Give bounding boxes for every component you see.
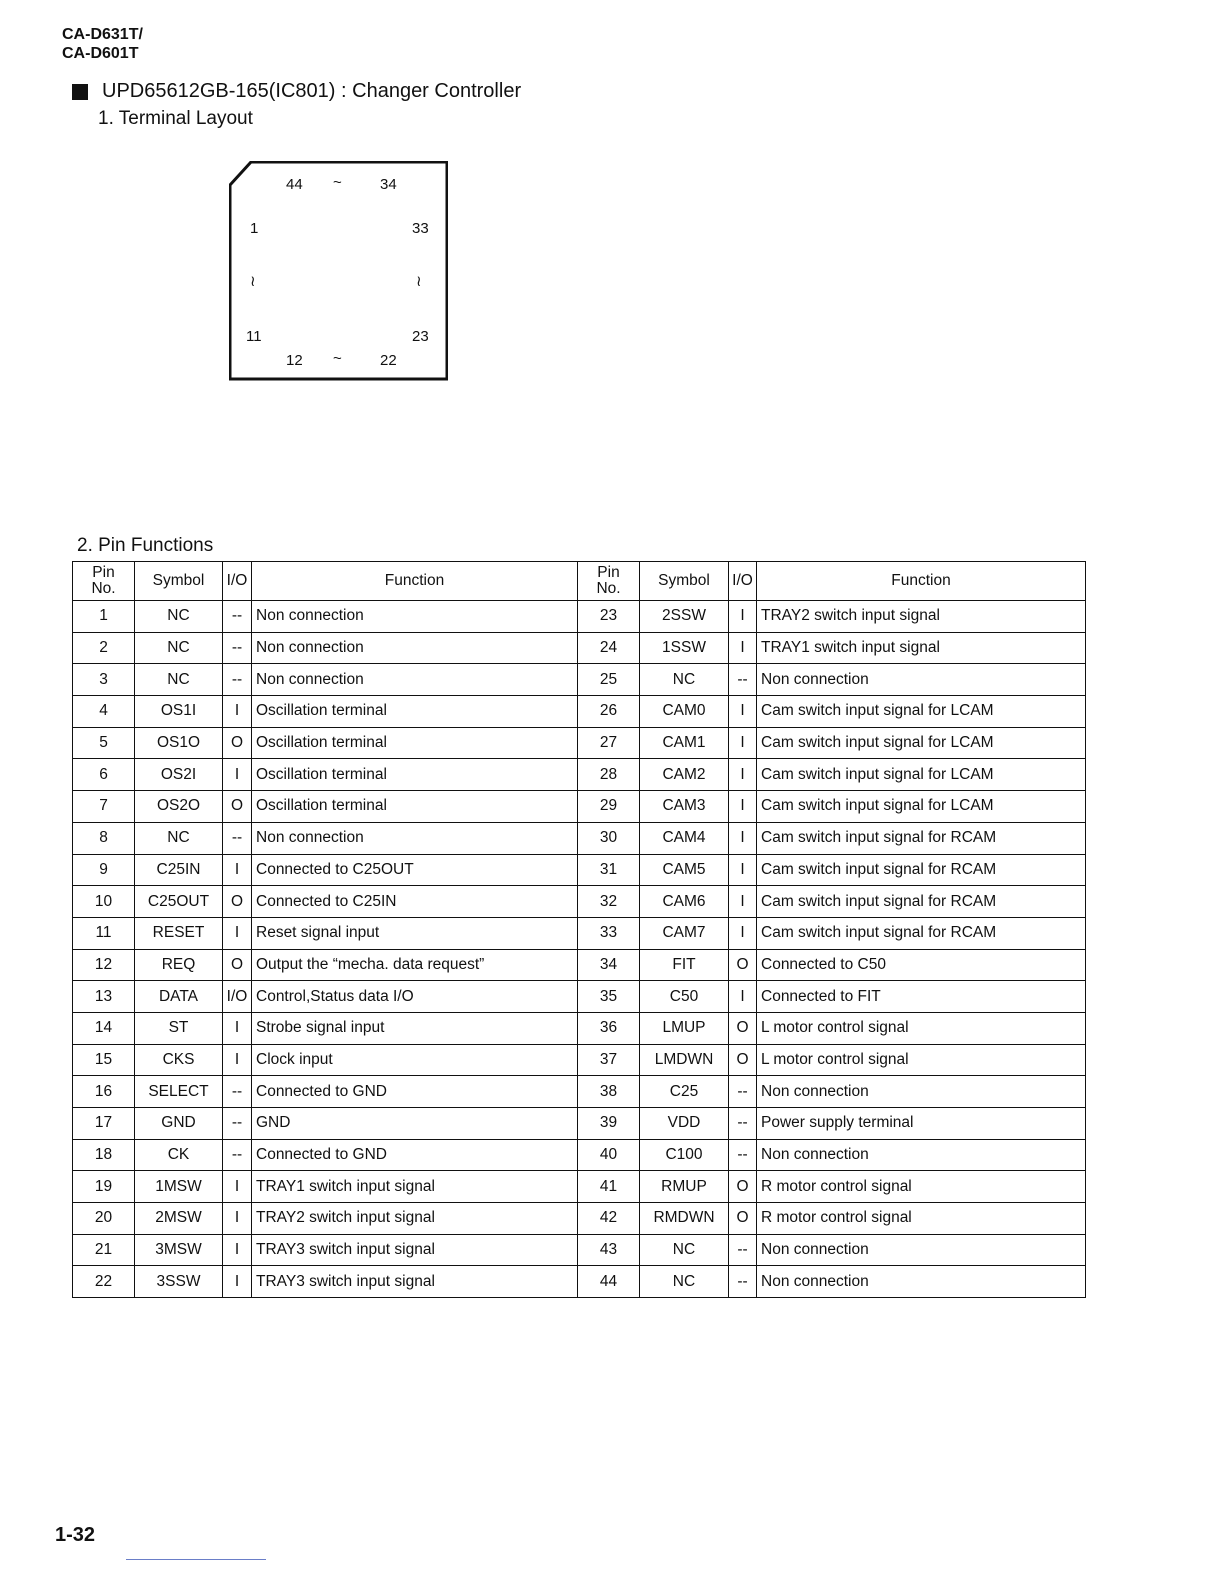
- symbol-cell: CAM3: [640, 791, 729, 823]
- table-row: [73, 601, 1086, 633]
- io-cell: I: [223, 1012, 252, 1044]
- pin-no-cell: 1: [73, 601, 135, 633]
- symbol-cell: C25: [640, 1076, 729, 1108]
- io-cell: I: [729, 632, 757, 664]
- symbol-cell: OS2O: [135, 791, 223, 823]
- symbol-cell: 1MSW: [135, 1171, 223, 1203]
- pin-no-cell: 16: [73, 1076, 135, 1108]
- io-cell: O: [223, 886, 252, 918]
- pin-no-cell: 31: [578, 854, 640, 886]
- pin-no-cell: 29: [578, 791, 640, 823]
- io-cell: I: [223, 1266, 252, 1298]
- io-cell: I: [729, 822, 757, 854]
- symbol-cell: NC: [135, 664, 223, 696]
- symbol-cell: LMUP: [640, 1012, 729, 1044]
- symbol-cell: SELECT: [135, 1076, 223, 1108]
- function-cell: TRAY3 switch input signal: [252, 1266, 578, 1298]
- function-cell: Cam switch input signal for LCAM: [757, 696, 1086, 728]
- pin-no-cell: 8: [73, 822, 135, 854]
- pin-no-cell: 9: [73, 854, 135, 886]
- header-pin-no: Pin No.: [73, 562, 135, 601]
- io-cell: --: [223, 664, 252, 696]
- pin-label-right-top: 33: [412, 220, 429, 237]
- section-title: UPD65612GB-165(IC801) : Changer Controller: [102, 80, 522, 102]
- pin-no-cell: 33: [578, 917, 640, 949]
- io-cell: I: [223, 1234, 252, 1266]
- header-io: I/O: [223, 562, 252, 601]
- io-cell: --: [729, 664, 757, 696]
- pin-no-cell: 43: [578, 1234, 640, 1266]
- function-cell: R motor control signal: [757, 1203, 1086, 1235]
- ic-outline: [229, 161, 448, 381]
- pin-no-cell: 2: [73, 632, 135, 664]
- symbol-cell: 2SSW: [640, 601, 729, 633]
- function-cell: Cam switch input signal for LCAM: [757, 727, 1086, 759]
- function-cell: Connected to C50: [757, 949, 1086, 981]
- symbol-cell: RESET: [135, 917, 223, 949]
- pin-label-top-left: 44: [286, 176, 303, 193]
- io-cell: I: [223, 696, 252, 728]
- table-row: [73, 696, 1086, 728]
- symbol-cell: C25IN: [135, 854, 223, 886]
- io-cell: I: [729, 854, 757, 886]
- pin-no-cell: 19: [73, 1171, 135, 1203]
- io-cell: I: [729, 886, 757, 918]
- function-cell: Cam switch input signal for RCAM: [757, 917, 1086, 949]
- io-cell: I: [223, 1203, 252, 1235]
- function-cell: Non connection: [252, 601, 578, 633]
- io-cell: --: [729, 1076, 757, 1108]
- function-cell: Clock input: [252, 1044, 578, 1076]
- function-cell: Strobe signal input: [252, 1012, 578, 1044]
- symbol-cell: VDD: [640, 1108, 729, 1140]
- io-cell: I: [223, 1171, 252, 1203]
- function-cell: Non connection: [252, 822, 578, 854]
- pin-no-cell: 40: [578, 1139, 640, 1171]
- symbol-cell: 2MSW: [135, 1203, 223, 1235]
- function-cell: Non connection: [252, 632, 578, 664]
- function-cell: Connected to GND: [252, 1139, 578, 1171]
- pin-label-bottom-right: 22: [380, 352, 397, 369]
- header-symbol: Symbol: [135, 562, 223, 601]
- symbol-cell: NC: [135, 822, 223, 854]
- io-cell: I: [729, 791, 757, 823]
- io-cell: --: [729, 1139, 757, 1171]
- function-cell: Cam switch input signal for RCAM: [757, 854, 1086, 886]
- io-cell: O: [729, 1044, 757, 1076]
- symbol-cell: CAM4: [640, 822, 729, 854]
- symbol-cell: NC: [640, 1234, 729, 1266]
- pin-no-cell: 26: [578, 696, 640, 728]
- header-symbol: Symbol: [640, 562, 729, 601]
- table-row: [73, 949, 1086, 981]
- function-cell: TRAY3 switch input signal: [252, 1234, 578, 1266]
- table-row: [73, 1044, 1086, 1076]
- symbol-cell: DATA: [135, 981, 223, 1013]
- subsection-terminal-layout: 1. Terminal Layout: [98, 108, 253, 129]
- symbol-cell: CAM1: [640, 727, 729, 759]
- table-row: [73, 917, 1086, 949]
- pin-no-cell: 10: [73, 886, 135, 918]
- io-cell: O: [223, 727, 252, 759]
- symbol-cell: OS2I: [135, 759, 223, 791]
- table-row: [73, 981, 1086, 1013]
- pin-no-cell: 6: [73, 759, 135, 791]
- symbol-cell: FIT: [640, 949, 729, 981]
- table-row: [73, 1234, 1086, 1266]
- pin-label-left-bottom: 11: [246, 328, 262, 345]
- table-row: [73, 791, 1086, 823]
- subsection-pin-functions: 2. Pin Functions: [77, 535, 214, 556]
- pin-no-cell: 41: [578, 1171, 640, 1203]
- function-cell: Power supply terminal: [757, 1108, 1086, 1140]
- function-cell: L motor control signal: [757, 1044, 1086, 1076]
- function-cell: Cam switch input signal for RCAM: [757, 886, 1086, 918]
- pin-no-cell: 21: [73, 1234, 135, 1266]
- io-cell: O: [223, 791, 252, 823]
- symbol-cell: OS1O: [135, 727, 223, 759]
- io-cell: O: [223, 949, 252, 981]
- io-cell: I: [223, 917, 252, 949]
- function-cell: GND: [252, 1108, 578, 1140]
- pin-label-top-tilde: ~: [333, 174, 342, 191]
- symbol-cell: CAM0: [640, 696, 729, 728]
- function-cell: Connected to C25OUT: [252, 854, 578, 886]
- function-cell: Non connection: [757, 1076, 1086, 1108]
- io-cell: --: [223, 1108, 252, 1140]
- io-cell: O: [729, 1203, 757, 1235]
- symbol-cell: LMDWN: [640, 1044, 729, 1076]
- io-cell: --: [223, 822, 252, 854]
- symbol-cell: CK: [135, 1139, 223, 1171]
- pin-no-cell: 32: [578, 886, 640, 918]
- pin-label-right-bottom: 23: [412, 328, 429, 345]
- io-cell: I: [223, 759, 252, 791]
- symbol-cell: CAM6: [640, 886, 729, 918]
- function-cell: Cam switch input signal for LCAM: [757, 791, 1086, 823]
- io-cell: I: [223, 1044, 252, 1076]
- io-cell: O: [729, 1171, 757, 1203]
- pin-label-bottom-left: 12: [286, 352, 303, 369]
- pin-no-cell: 39: [578, 1108, 640, 1140]
- pin-no-cell: 42: [578, 1203, 640, 1235]
- symbol-cell: CAM7: [640, 917, 729, 949]
- pin-no-cell: 27: [578, 727, 640, 759]
- header-function: Function: [757, 562, 1086, 601]
- pin-no-cell: 4: [73, 696, 135, 728]
- function-cell: TRAY1 switch input signal: [757, 632, 1086, 664]
- symbol-cell: RMDWN: [640, 1203, 729, 1235]
- pin-label-left-mid: ≀: [250, 273, 256, 290]
- symbol-cell: RMUP: [640, 1171, 729, 1203]
- function-cell: Connected to C25IN: [252, 886, 578, 918]
- io-cell: O: [729, 949, 757, 981]
- symbol-cell: CAM2: [640, 759, 729, 791]
- symbol-cell: GND: [135, 1108, 223, 1140]
- table-row: [73, 1266, 1086, 1298]
- pin-label-left-top: 1: [250, 220, 259, 237]
- pin-no-cell: 23: [578, 601, 640, 633]
- header-function: Function: [252, 562, 578, 601]
- function-cell: Non connection: [757, 1234, 1086, 1266]
- pin-no-cell: 5: [73, 727, 135, 759]
- function-cell: Control,Status data I/O: [252, 981, 578, 1013]
- function-cell: Oscillation terminal: [252, 696, 578, 728]
- symbol-cell: 3MSW: [135, 1234, 223, 1266]
- header-pin-no: Pin No.: [578, 562, 640, 601]
- pin-no-cell: 13: [73, 981, 135, 1013]
- ic-terminal-layout-diagram: [229, 161, 448, 381]
- symbol-cell: REQ: [135, 949, 223, 981]
- symbol-cell: 3SSW: [135, 1266, 223, 1298]
- table-row: [73, 1171, 1086, 1203]
- symbol-cell: C100: [640, 1139, 729, 1171]
- pin-no-cell: 18: [73, 1139, 135, 1171]
- table-row: [73, 759, 1086, 791]
- function-cell: L motor control signal: [757, 1012, 1086, 1044]
- function-cell: Non connection: [757, 1266, 1086, 1298]
- function-cell: Oscillation terminal: [252, 791, 578, 823]
- pin-no-cell: 36: [578, 1012, 640, 1044]
- symbol-cell: NC: [640, 664, 729, 696]
- function-cell: R motor control signal: [757, 1171, 1086, 1203]
- function-cell: Cam switch input signal for RCAM: [757, 822, 1086, 854]
- pin-no-cell: 20: [73, 1203, 135, 1235]
- symbol-cell: NC: [640, 1266, 729, 1298]
- table-row: [73, 664, 1086, 696]
- io-cell: I: [729, 601, 757, 633]
- io-cell: I: [729, 917, 757, 949]
- pin-label-top-right: 34: [380, 176, 397, 193]
- function-cell: Oscillation terminal: [252, 727, 578, 759]
- table-row: [73, 886, 1086, 918]
- function-cell: TRAY2 switch input signal: [252, 1203, 578, 1235]
- io-cell: --: [729, 1108, 757, 1140]
- function-cell: Oscillation terminal: [252, 759, 578, 791]
- pin-no-cell: 24: [578, 632, 640, 664]
- function-cell: TRAY1 switch input signal: [252, 1171, 578, 1203]
- pin-no-cell: 17: [73, 1108, 135, 1140]
- pin-no-cell: 34: [578, 949, 640, 981]
- pin-no-cell: 15: [73, 1044, 135, 1076]
- header-io: I/O: [729, 562, 757, 601]
- model-number-line2: CA-D601T: [62, 45, 139, 62]
- pin-no-cell: 37: [578, 1044, 640, 1076]
- symbol-cell: C50: [640, 981, 729, 1013]
- table-header-row: [73, 562, 1086, 601]
- table-row: [73, 1139, 1086, 1171]
- io-cell: I: [729, 759, 757, 791]
- pin-no-cell: 30: [578, 822, 640, 854]
- function-cell: Connected to GND: [252, 1076, 578, 1108]
- table-row: [73, 1203, 1086, 1235]
- function-cell: Non connection: [757, 664, 1086, 696]
- function-cell: Connected to FIT: [757, 981, 1086, 1013]
- pin-no-cell: 28: [578, 759, 640, 791]
- pin-label-bottom-tilde: ~: [333, 350, 342, 367]
- io-cell: O: [729, 1012, 757, 1044]
- io-cell: --: [223, 1139, 252, 1171]
- function-cell: Non connection: [252, 664, 578, 696]
- symbol-cell: 1SSW: [640, 632, 729, 664]
- pin-no-cell: 11: [73, 917, 135, 949]
- pin-no-cell: 38: [578, 1076, 640, 1108]
- function-cell: Output the “mecha. data request”: [252, 949, 578, 981]
- function-cell: Non connection: [757, 1139, 1086, 1171]
- pin-no-cell: 12: [73, 949, 135, 981]
- footer-rule: [126, 1559, 266, 1560]
- io-cell: I: [729, 727, 757, 759]
- pin-no-cell: 14: [73, 1012, 135, 1044]
- pin-no-cell: 25: [578, 664, 640, 696]
- symbol-cell: NC: [135, 632, 223, 664]
- pin-no-cell: 7: [73, 791, 135, 823]
- table-row: [73, 1108, 1086, 1140]
- table-row: [73, 854, 1086, 886]
- pin-no-cell: 22: [73, 1266, 135, 1298]
- io-cell: I: [223, 854, 252, 886]
- symbol-cell: CAM5: [640, 854, 729, 886]
- symbol-cell: CKS: [135, 1044, 223, 1076]
- pin-no-cell: 44: [578, 1266, 640, 1298]
- function-cell: Reset signal input: [252, 917, 578, 949]
- io-cell: I: [729, 981, 757, 1013]
- io-cell: I/O: [223, 981, 252, 1013]
- io-cell: --: [729, 1266, 757, 1298]
- symbol-cell: C25OUT: [135, 886, 223, 918]
- square-bullet-icon: [72, 84, 88, 100]
- io-cell: --: [729, 1234, 757, 1266]
- function-cell: Cam switch input signal for LCAM: [757, 759, 1086, 791]
- pin-functions-table: [72, 561, 1086, 1298]
- symbol-cell: NC: [135, 601, 223, 633]
- io-cell: --: [223, 1076, 252, 1108]
- pin-no-cell: 35: [578, 981, 640, 1013]
- page-number: 1-32: [55, 1524, 96, 1546]
- io-cell: I: [729, 696, 757, 728]
- pin-label-right-mid: ≀: [416, 273, 422, 290]
- table-row: [73, 1012, 1086, 1044]
- table-row: [73, 632, 1086, 664]
- model-number-line1: CA-D631T/: [62, 26, 143, 43]
- io-cell: --: [223, 601, 252, 633]
- section-heading: [72, 80, 521, 103]
- function-cell: TRAY2 switch input signal: [757, 601, 1086, 633]
- table-row: [73, 822, 1086, 854]
- symbol-cell: ST: [135, 1012, 223, 1044]
- table-row: [73, 1076, 1086, 1108]
- table-row: [73, 727, 1086, 759]
- io-cell: --: [223, 632, 252, 664]
- symbol-cell: OS1I: [135, 696, 223, 728]
- pin-no-cell: 3: [73, 664, 135, 696]
